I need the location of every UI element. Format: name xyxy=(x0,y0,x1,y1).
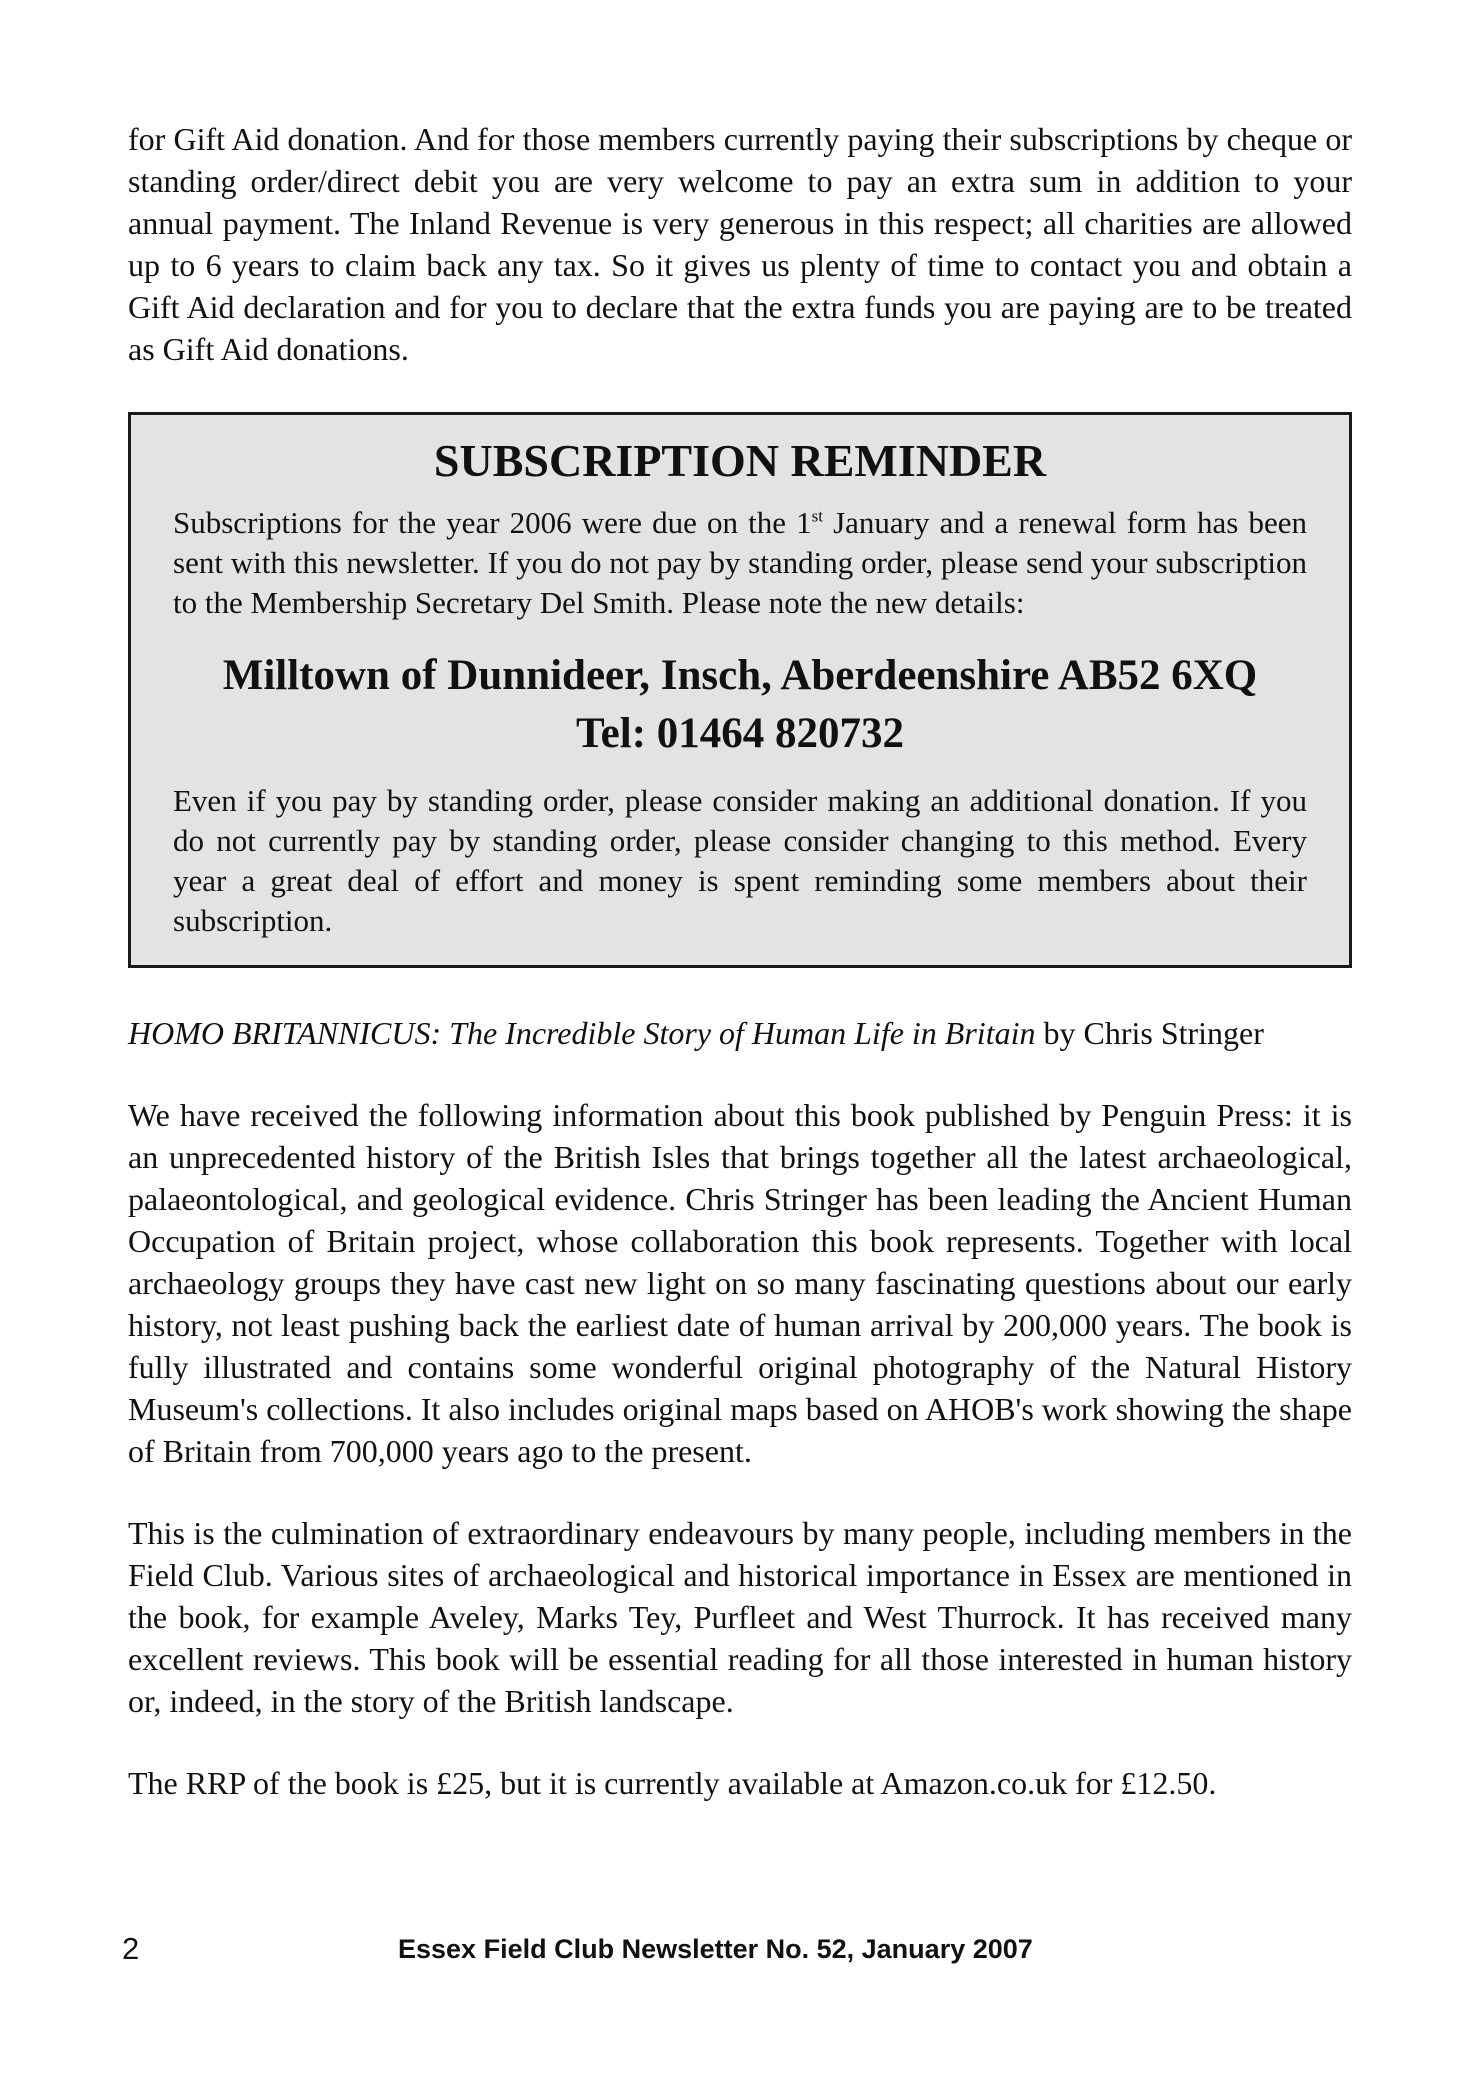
book-price-paragraph: The RRP of the book is £25, but it is currently available at Amazon.co.uk for £12.50. xyxy=(128,1765,1217,1801)
book-author: by Chris Stringer xyxy=(1035,1015,1264,1051)
page-footer xyxy=(0,1930,1480,1970)
membership-phone: Tel: 01464 820732 xyxy=(575,710,905,757)
subscription-reminder-box xyxy=(128,412,1352,968)
gift-aid-paragraph: for Gift Aid donation. And for those members currently paying their subscriptions by cheque or standing order/direct debit you are very welcome to pay an extra sum in addition to your annual payment. The Inland Revenue is very generous in this respect; all charities are allowed up to 6 years to claim back any tax. So it gives us plenty of time to contact you and obtain a Gift Aid declaration and for you to declare that the extra funds you are paying are to be treated as Gift Aid donations. xyxy=(128,121,1352,367)
ordinal-suffix: st xyxy=(811,506,823,526)
book-title: HOMO BRITANNICUS: The Incredible Story of Human Life in Britain xyxy=(128,1015,1036,1051)
book-description-paragraph: We have received the following information about this book published by Penguin Press: it is an unprecedented history of the British Isles that brings together all the latest archaeological, palaeontological, and geological evidence. Chris Stringer has been leading the Ancient Human Occupation of Britain project, whose collaboration this book represents. Together with local archaeology groups they have cast new light on so many fascinating questions about our early history, not least pushing back the earliest date of human arrival by 200,000 years. The book is fully illustrated and contains some wonderful original photography of the Natural History Museum's collections. It also includes original maps based on AHOB's work showing the shape of Britain from 700,000 years ago to the present. xyxy=(128,1097,1352,1469)
reminder-title: SUBSCRIPTION REMINDER xyxy=(433,435,1047,486)
membership-address: Milltown of Dunnideer, Insch, Aberdeenshire AB52 6XQ xyxy=(222,652,1258,699)
reminder-text-end: January and a renewal form has been sent with this newsletter. If you do not pay by standing order, please send your subscription to the Membership Secretary Del Smith. Please note the new details: xyxy=(173,505,1307,620)
book-significance-paragraph: This is the culmination of extraordinary endeavours by many people, including members in the Field Club. Various sites of archaeological and historical importance in Essex are mentioned in the book, for example Aveley, Marks Tey, Purfleet and West Thurrock. It has received many excellent reviews. This book will be essential reading for all those interested in human history or, indeed, in the story of the British landscape. xyxy=(128,1515,1352,1719)
reminder-intro-text xyxy=(173,503,1307,623)
membership-address-block xyxy=(143,647,1337,763)
newsletter-footer-title: Essex Field Club Newsletter No. 52, January 2007 xyxy=(398,1934,1033,1964)
newsletter-page xyxy=(128,118,1352,1804)
reminder-closing-text: Even if you pay by standing order, please consider making an additional donation. If you do not currently pay by standing order, please consider changing to this method. Every year a great deal of effort and money is spent reminding some members about their subscription. xyxy=(173,783,1307,938)
reminder-text-start: Subscriptions for the year 2006 were due on the 1 xyxy=(173,505,812,540)
book-heading xyxy=(128,1012,1352,1054)
page-number: 2 xyxy=(122,1931,140,1966)
